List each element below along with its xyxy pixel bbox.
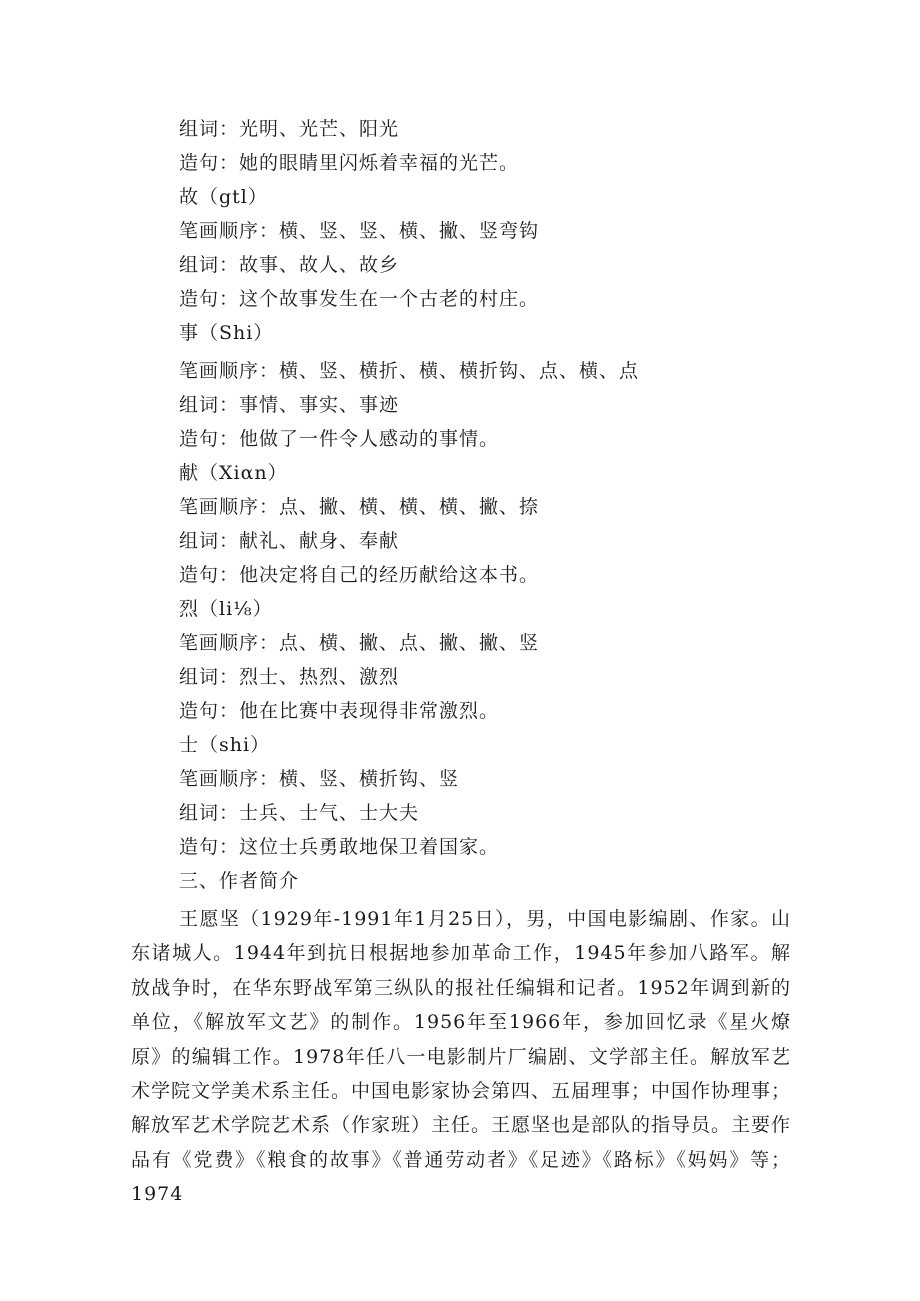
example-sentence-line: 造句：她的眼睛里闪烁着幸福的光芒。 [179, 152, 520, 174]
character-heading: 故（gtl） [179, 186, 268, 208]
word-group-line: 组词：烈士、热烈、激烈 [179, 666, 400, 688]
author-bio-paragraph: 王愿坚（1929年-1991年1月25日），男，中国电影编剧、作家。山东诸城人。1944年到抗日根据地参加革命工作，1945年参加八路军。解放战争时，在华东野战军第三纵队的报社任编辑和记者。1952年调到新的单位，《解放军文艺》的制作。1956年至1966年，参加回忆录《星火燎原》的编辑工作。1978年任八一电影制片厂编剧、文学部主任。解放军艺术学院文学美术系主任。中国电影家协会第四、五届理事；中国作协理事；解放军艺术学院艺术系（作家班）主任。王愿坚也是部队的指导员。主要作品有《党费》《粮食的故事》《普通劳动者》《足迹》《路标》《妈妈》等；1974 [131, 908, 792, 1206]
word-group-line: 组词：光明、光芒、阳光 [179, 118, 400, 140]
stroke-order-line: 笔画顺序：横、竖、横折钩、竖 [179, 768, 460, 790]
character-heading: 事（Shi） [179, 322, 274, 344]
stroke-order-line: 笔画顺序：点、横、撇、点、撇、撇、竖 [179, 632, 540, 654]
word-group-line: 组词：故事、故人、故乡 [179, 254, 400, 276]
character-heading: 烈（li⅛） [179, 598, 273, 620]
example-sentence-line: 造句：他决定将自己的经历献给这本书。 [179, 564, 540, 586]
section-heading: 三、作者简介 [179, 870, 300, 892]
example-sentence-line: 造句：这位士兵勇敢地保卫着国家。 [179, 836, 500, 858]
stroke-order-line: 笔画顺序：点、撇、横、横、横、撇、捺 [179, 496, 540, 518]
word-group-line: 组词：士兵、士气、士大夫 [179, 802, 420, 824]
character-heading: 献（Xiαn） [179, 462, 288, 484]
stroke-order-line: 笔画顺序：横、竖、竖、横、撇、竖弯钩 [179, 220, 540, 242]
stroke-order-line: 笔画顺序：横、竖、横折、横、横折钩、点、横、点 [179, 360, 640, 382]
example-sentence-line: 造句：他做了一件令人感动的事情。 [179, 428, 500, 450]
word-group-line: 组词：事情、事实、事迹 [179, 394, 400, 416]
example-sentence-line: 造句：他在比赛中表现得非常激烈。 [179, 700, 500, 722]
character-heading: 士（shi） [179, 734, 271, 756]
word-group-line: 组词：献礼、献身、奉献 [179, 530, 400, 552]
example-sentence-line: 造句：这个故事发生在一个古老的村庄。 [179, 288, 540, 310]
